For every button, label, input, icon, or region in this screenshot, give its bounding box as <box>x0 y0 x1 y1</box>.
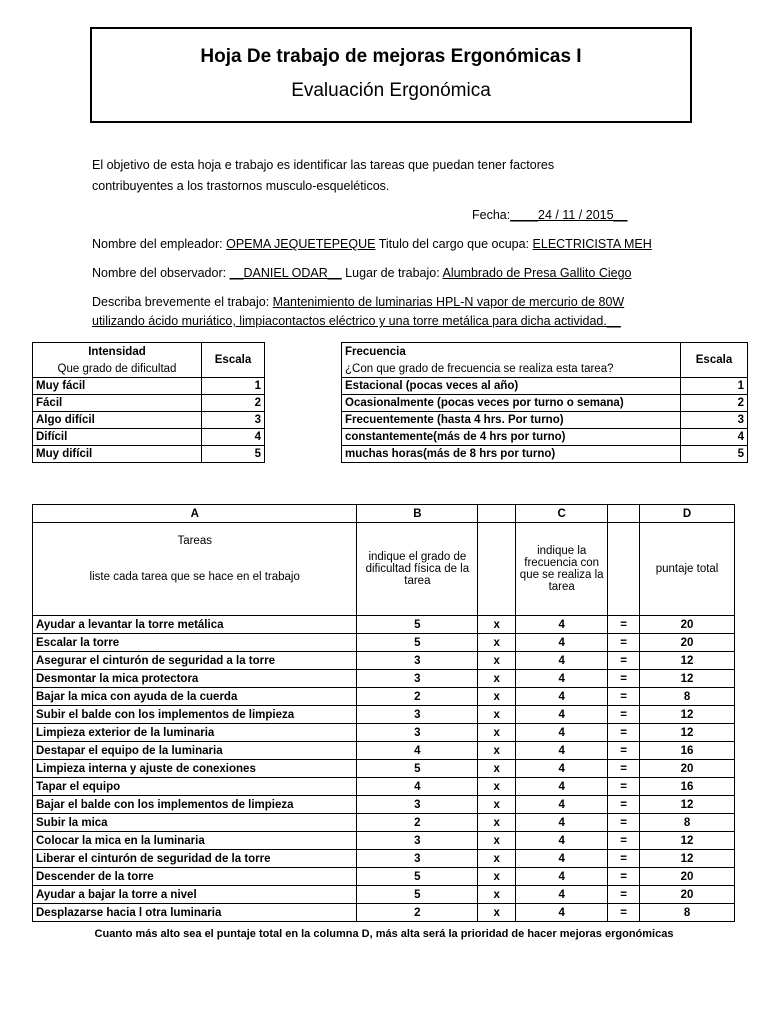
multiply-sign: x <box>478 652 516 670</box>
employer-value: OPEMA JEQUETEPEQUE <box>226 237 376 251</box>
total-score: 12 <box>640 832 735 850</box>
frequency-value: 4 <box>516 688 608 706</box>
total-score: 16 <box>640 742 735 760</box>
intensity-label: Algo difícil <box>33 412 202 429</box>
observer-label: Nombre del observador: <box>92 266 227 280</box>
col-c-header: C <box>516 505 608 523</box>
table-row <box>33 670 735 688</box>
task-name: Ayudar a levantar la torre metálica <box>33 616 357 634</box>
intensity-value: 3 <box>202 412 265 429</box>
difficulty-value: 5 <box>357 616 478 634</box>
frequency-value: 4 <box>516 742 608 760</box>
total-score: 16 <box>640 778 735 796</box>
difficulty-value: 4 <box>357 742 478 760</box>
frequency-value: 4 <box>516 850 608 868</box>
difficulty-value: 3 <box>357 724 478 742</box>
intensity-label: Muy difícil <box>33 446 202 463</box>
document-subtitle: Evaluación Ergonómica <box>291 80 491 101</box>
total-score: 20 <box>640 760 735 778</box>
frequency-value: 4 <box>516 616 608 634</box>
multiply-sign: x <box>478 742 516 760</box>
task-name: Liberar el cinturón de seguridad de la torre <box>33 850 357 868</box>
observer-value: __DANIEL ODAR__ <box>229 266 342 280</box>
table-row <box>33 634 735 652</box>
task-name: Subir la mica <box>33 814 357 832</box>
equals-sign: = <box>608 814 640 832</box>
frequency-value: 4 <box>516 796 608 814</box>
equals-sign: = <box>608 724 640 742</box>
multiply-sign: x <box>478 832 516 850</box>
frequency-header: Frecuencia <box>342 343 681 362</box>
frequency-value: 4 <box>516 832 608 850</box>
table-row <box>33 814 735 832</box>
difficulty-value: 4 <box>357 778 478 796</box>
total-score: 12 <box>640 670 735 688</box>
total-score: 8 <box>640 688 735 706</box>
employer-line <box>92 237 652 251</box>
total-score: 12 <box>640 724 735 742</box>
frequency-value: 4 <box>516 724 608 742</box>
multiply-sign: x <box>478 688 516 706</box>
date-field <box>472 208 627 222</box>
task-name: Colocar la mica en la luminaria <box>33 832 357 850</box>
difficulty-value: 3 <box>357 670 478 688</box>
difficulty-value: 5 <box>357 760 478 778</box>
multiply-sign: x <box>478 814 516 832</box>
col-a-header: A <box>33 505 357 523</box>
difficulty-value: 2 <box>357 814 478 832</box>
description-value-1: Mantenimiento de luminarias HPL-N vapor de mercurio de 80W <box>272 295 625 309</box>
intensity-value: 5 <box>202 446 265 463</box>
frequency-label: constantemente(más de 4 hrs por turno) <box>342 429 681 446</box>
equals-sign: = <box>608 796 640 814</box>
total-score: 12 <box>640 652 735 670</box>
frequency-label: Frecuentemente (hasta 4 hrs. Por turno) <box>342 412 681 429</box>
equals-sign: = <box>608 634 640 652</box>
frequency-label: muchas horas(más de 8 hrs por turno) <box>342 446 681 463</box>
intensity-value: 2 <box>202 395 265 412</box>
frequency-value: 4 <box>681 429 748 446</box>
col-d-header: D <box>640 505 735 523</box>
job-title-label: Titulo del cargo que ocupa: <box>378 237 530 251</box>
task-name: Tapar el equipo <box>33 778 357 796</box>
frequency-value: 4 <box>516 652 608 670</box>
difficulty-value: 5 <box>357 886 478 904</box>
total-score: 20 <box>640 886 735 904</box>
task-name: Desplazarse hacia l otra luminaria <box>33 904 357 922</box>
difficulty-value: 5 <box>357 634 478 652</box>
total-score: 20 <box>640 616 735 634</box>
description-line-1 <box>92 295 624 309</box>
workplace-label: Lugar de trabajo: <box>345 266 440 280</box>
table-row <box>33 796 735 814</box>
total-score: 8 <box>640 904 735 922</box>
equals-sign: = <box>608 832 640 850</box>
task-name: Desmontar la mica protectora <box>33 670 357 688</box>
tasks-header-cell <box>33 523 357 616</box>
multiply-sign: x <box>478 904 516 922</box>
date-label: Fecha: <box>472 208 511 222</box>
table-row <box>33 616 735 634</box>
task-name: Ayudar a bajar la torre a nivel <box>33 886 357 904</box>
equals-sign: = <box>608 670 640 688</box>
difficulty-value: 3 <box>357 850 478 868</box>
difficulty-value: 3 <box>357 652 478 670</box>
table-row <box>33 778 735 796</box>
table-row <box>33 832 735 850</box>
description-value-2: utilizando ácido muriático, limpiacontactos eléctrico y una torre metálica para dicha actividad.__ <box>92 314 621 328</box>
task-name: Destapar el equipo de la luminaria <box>33 742 357 760</box>
equals-sign: = <box>608 760 640 778</box>
x-header-blank <box>478 523 516 616</box>
table-row <box>33 706 735 724</box>
table-row <box>33 886 735 904</box>
difficulty-header: indique el grado de dificultad física de la tarea <box>357 523 478 616</box>
intensity-header: Intensidad <box>33 343 202 362</box>
table-row <box>33 904 735 922</box>
frequency-value: 4 <box>516 904 608 922</box>
intensity-value: 4 <box>202 429 265 446</box>
date-value: ____24 / 11 / 2015__ <box>510 208 628 222</box>
multiply-sign: x <box>478 616 516 634</box>
frequency-value: 4 <box>516 760 608 778</box>
frequency-value: 4 <box>516 670 608 688</box>
eq-header-blank <box>608 523 640 616</box>
task-name: Asegurar el cinturón de seguridad a la torre <box>33 652 357 670</box>
frequency-value: 3 <box>681 412 748 429</box>
table-row <box>33 760 735 778</box>
frequency-col-header: indique la frecuencia con que se realiza la tarea <box>516 523 608 616</box>
col-x-header <box>478 505 516 523</box>
intensity-label: Muy fácil <box>33 378 202 395</box>
multiply-sign: x <box>478 886 516 904</box>
multiply-sign: x <box>478 796 516 814</box>
difficulty-value: 2 <box>357 688 478 706</box>
total-score: 12 <box>640 796 735 814</box>
total-score: 12 <box>640 850 735 868</box>
frequency-value: 1 <box>681 378 748 395</box>
footer-note: Cuanto más alto sea el puntaje total en la columna D, más alta será la prioridad de hacer mejoras ergonómicas <box>94 928 674 940</box>
document-title: Hoja De trabajo de mejoras Ergonómicas I <box>200 46 582 67</box>
frequency-value: 4 <box>516 634 608 652</box>
multiply-sign: x <box>478 850 516 868</box>
total-score: 8 <box>640 814 735 832</box>
equals-sign: = <box>608 706 640 724</box>
multiply-sign: x <box>478 778 516 796</box>
equals-sign: = <box>608 688 640 706</box>
employer-label: Nombre del empleador: <box>92 237 223 251</box>
frequency-subheader: ¿Con que grado de frecuencia se realiza esta tarea? <box>342 361 681 378</box>
table-row <box>33 850 735 868</box>
equals-sign: = <box>608 616 640 634</box>
difficulty-value: 3 <box>357 706 478 724</box>
difficulty-value: 3 <box>357 796 478 814</box>
col-b-header: B <box>357 505 478 523</box>
frequency-value: 5 <box>681 446 748 463</box>
task-name: Bajar la mica con ayuda de la cuerda <box>33 688 357 706</box>
observer-line <box>92 266 631 280</box>
equals-sign: = <box>608 778 640 796</box>
frequency-label: Ocasionalmente (pocas veces por turno o semana) <box>342 395 681 412</box>
frequency-table <box>341 342 748 463</box>
task-name: Descender de la torre <box>33 868 357 886</box>
intensity-value: 1 <box>202 378 265 395</box>
equals-sign: = <box>608 652 640 670</box>
multiply-sign: x <box>478 724 516 742</box>
intensity-label: Difícil <box>33 429 202 446</box>
tasks-header-title: Tareas <box>177 535 212 547</box>
task-name: Subir el balde con los implementos de limpieza <box>33 706 357 724</box>
total-score-header: puntaje total <box>640 523 735 616</box>
equals-sign: = <box>608 742 640 760</box>
frequency-value: 4 <box>516 778 608 796</box>
frequency-value: 4 <box>516 886 608 904</box>
intro-line-1: El objetivo de esta hoja e trabajo es identificar las tareas que puedan tener factores <box>92 158 555 172</box>
frequency-value: 4 <box>516 814 608 832</box>
intro-line-2: contribuyentes a los trastornos musculo-esqueléticos. <box>92 179 390 193</box>
frequency-label: Estacional (pocas veces al año) <box>342 378 681 395</box>
multiply-sign: x <box>478 706 516 724</box>
table-row <box>33 868 735 886</box>
difficulty-value: 5 <box>357 868 478 886</box>
frequency-scale-header: Escala <box>681 343 748 378</box>
intensity-label: Fácil <box>33 395 202 412</box>
task-name: Bajar el balde con los implementos de limpieza <box>33 796 357 814</box>
total-score: 20 <box>640 634 735 652</box>
frequency-value: 4 <box>516 706 608 724</box>
total-score: 20 <box>640 868 735 886</box>
table-row <box>33 724 735 742</box>
table-row <box>33 652 735 670</box>
frequency-value: 4 <box>516 868 608 886</box>
equals-sign: = <box>608 886 640 904</box>
difficulty-value: 3 <box>357 832 478 850</box>
workplace-value: Alumbrado de Presa Gallito Ciego <box>442 266 632 280</box>
total-score: 12 <box>640 706 735 724</box>
multiply-sign: x <box>478 868 516 886</box>
difficulty-value: 2 <box>357 904 478 922</box>
task-name: Limpieza exterior de la luminaria <box>33 724 357 742</box>
title-box <box>90 27 692 123</box>
table-row <box>33 742 735 760</box>
equals-sign: = <box>608 850 640 868</box>
col-eq-header <box>608 505 640 523</box>
table-row <box>33 688 735 706</box>
tasks-header-instruction: liste cada tarea que se hace en el trabajo <box>89 571 300 583</box>
multiply-sign: x <box>478 634 516 652</box>
intensity-table <box>32 342 265 463</box>
equals-sign: = <box>608 868 640 886</box>
description-label: Describa brevemente el trabajo: <box>92 295 270 309</box>
task-name: Escalar la torre <box>33 634 357 652</box>
tasks-table <box>32 504 735 922</box>
job-title-value: ELECTRICISTA MEH <box>532 237 652 251</box>
equals-sign: = <box>608 904 640 922</box>
intensity-scale-header: Escala <box>202 343 265 378</box>
frequency-value: 2 <box>681 395 748 412</box>
multiply-sign: x <box>478 670 516 688</box>
intensity-subheader: Que grado de dificultad <box>33 361 202 378</box>
task-name: Limpieza interna y ajuste de conexiones <box>33 760 357 778</box>
multiply-sign: x <box>478 760 516 778</box>
